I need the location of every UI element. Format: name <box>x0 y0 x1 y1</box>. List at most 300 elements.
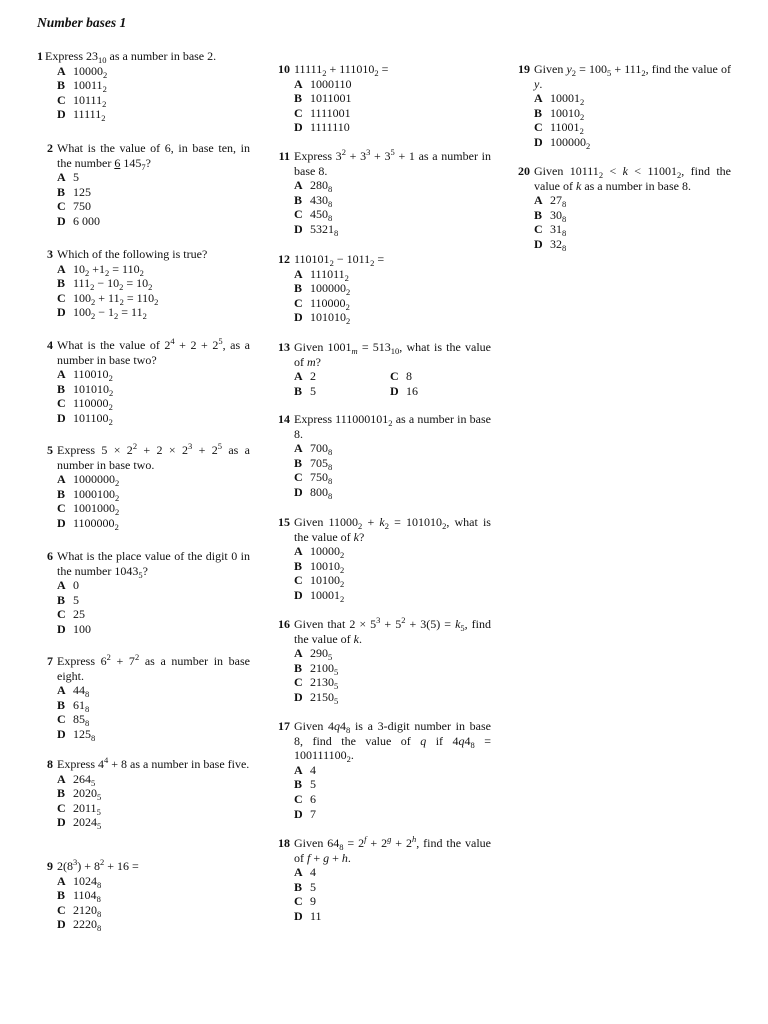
option-text: $10000_2$ <box>73 63 108 80</box>
option-letter: A <box>57 261 66 276</box>
question-number: 15 <box>278 515 290 529</box>
option-letter: C <box>390 369 399 384</box>
option-letter: D <box>57 107 66 122</box>
option-letter: C <box>57 607 66 622</box>
option-text: $110010_2$ <box>73 367 113 384</box>
option-text: 16 <box>406 383 418 398</box>
option-letter: A <box>294 266 303 281</box>
option-text: $31_8$ <box>550 222 567 239</box>
option-text: 8 <box>406 369 412 384</box>
option-d <box>294 485 491 500</box>
option-letter: B <box>57 381 66 396</box>
option-letter: D <box>294 689 303 704</box>
option-c <box>57 801 250 816</box>
option-text: 2 <box>310 369 316 384</box>
question-number: 1 <box>37 49 43 63</box>
option-letter: C <box>57 92 66 107</box>
option-letter: A <box>294 76 303 91</box>
question-stem: Given $y_2 = 100_5 + 111_2$, find the value of y. <box>534 62 731 91</box>
option-letter: C <box>294 207 303 222</box>
option-text: $2011_5$ <box>73 800 101 817</box>
option-text: $10010_2$ <box>310 558 345 575</box>
option-d <box>534 237 731 252</box>
option-letter: C <box>534 120 543 135</box>
option-text: $2024_5$ <box>73 815 102 832</box>
question-stem: What is the place value of the digit 0 in the number $1043_5$? <box>57 549 250 580</box>
question-stem: Given that $2 \times 5^3 + 5^2 + 3(5) = k_5$, find the value of k. <box>294 615 491 646</box>
option-text: $264_5$ <box>73 771 96 788</box>
question-stem: Express $111000101_2$ as a number in base 8. <box>294 412 491 441</box>
option-d <box>57 516 250 531</box>
question-19 <box>514 62 731 150</box>
option-d <box>294 909 491 924</box>
option-text: $11111_2$ <box>73 107 106 124</box>
option-text: 4 <box>310 865 316 880</box>
question-number: 19 <box>518 62 530 76</box>
question-stem: Which of the following is true? <box>57 247 208 261</box>
option-text: $1000000_2$ <box>73 472 120 489</box>
question-number: 2 <box>47 141 53 155</box>
option-letter: A <box>294 544 303 559</box>
option-text: 5 <box>73 170 79 185</box>
options-grid <box>294 369 491 398</box>
option-letter: B <box>294 777 303 792</box>
question-stem: Given $4q4_8$ is a 3-digit number in base 8, find the value of q if $4q4_8 = 100111100_2$. <box>294 719 492 765</box>
question-number: 11 <box>278 149 290 163</box>
option-text: $10001_2$ <box>310 587 345 604</box>
option-c <box>57 712 250 727</box>
question-stem: Express $23_{10}$ as a number in base 2. <box>45 49 217 65</box>
option-c <box>534 120 731 135</box>
option-text: $100_2 + 11_2 = 110_2$ <box>73 290 159 307</box>
option-b <box>57 185 250 200</box>
option-letter: D <box>294 806 303 821</box>
option-b <box>57 786 250 801</box>
option-a <box>534 193 731 208</box>
option-letter: B <box>57 592 66 607</box>
question-number: 17 <box>278 719 290 733</box>
option-b <box>294 91 491 106</box>
option-letter: A <box>294 441 303 456</box>
option-letter: B <box>294 660 303 675</box>
option-letter: A <box>57 170 66 185</box>
option-c <box>390 369 486 384</box>
option-text: 125 <box>73 184 91 199</box>
option-text: $11001_2$ <box>550 120 584 137</box>
question-stem: $2(8^3) + 8^2 + 16$ = <box>57 857 139 873</box>
option-a <box>294 178 491 193</box>
option-letter: C <box>57 290 66 305</box>
option-a <box>57 683 250 698</box>
option-letter: A <box>294 646 303 661</box>
option-c <box>534 222 731 237</box>
option-text: $100000_2$ <box>550 134 591 151</box>
option-a <box>57 170 250 185</box>
option-letter: A <box>57 578 66 593</box>
question-number: 7 <box>47 654 53 668</box>
question-stem: Express $6^2 + 7^2$ as a number in base eight. <box>57 652 250 683</box>
option-letter: B <box>294 455 303 470</box>
option-letter: C <box>57 501 66 516</box>
option-text: $450_8$ <box>310 207 333 224</box>
option-letter: D <box>294 908 303 923</box>
option-letter: D <box>57 305 66 320</box>
option-d <box>57 305 250 320</box>
question-number: 9 <box>47 859 53 873</box>
option-text: $101010_2$ <box>310 310 351 327</box>
question-stem: Given $10111_2 < k < 11001_2$, find the value of k as a number in base 8. <box>534 164 731 193</box>
option-c <box>57 903 250 918</box>
option-b <box>57 78 250 93</box>
option-text: 6 <box>310 791 316 806</box>
option-letter: B <box>57 78 66 93</box>
option-text: $111011_2$ <box>310 266 349 283</box>
option-text: $10011_2$ <box>73 78 107 95</box>
option-letter: B <box>534 105 543 120</box>
option-text: $705_8$ <box>310 455 333 472</box>
option-letter: B <box>294 879 303 894</box>
question-stem: What is the value of $2^4 + 2 + 2^5$, as a number in base two? <box>57 336 250 367</box>
option-c <box>294 106 491 121</box>
question-4 <box>37 338 250 426</box>
question-number: 10 <box>278 62 290 76</box>
option-letter: C <box>57 712 66 727</box>
option-letter: A <box>294 178 303 193</box>
option-letter: C <box>57 902 66 917</box>
option-text: $1024_8$ <box>73 873 102 890</box>
option-letter: D <box>57 515 66 530</box>
option-b <box>534 106 731 121</box>
option-c <box>294 296 491 311</box>
option-letter: C <box>57 199 66 214</box>
question-number: 20 <box>518 164 530 178</box>
option-text: $2150_5$ <box>310 689 339 706</box>
option-b <box>294 777 491 792</box>
option-letter: C <box>294 675 303 690</box>
option-letter: D <box>294 484 303 499</box>
option-letter: A <box>57 873 66 888</box>
option-letter: B <box>57 184 66 199</box>
option-d <box>57 622 250 637</box>
option-text: $27_8$ <box>550 193 567 210</box>
option-text: $2020_5$ <box>73 786 102 803</box>
option-letter: B <box>294 91 303 106</box>
option-letter: D <box>294 120 303 135</box>
option-letter: A <box>534 193 543 208</box>
option-text: 1111001 <box>310 105 351 120</box>
option-text: $700_8$ <box>310 441 333 458</box>
question-stem: Express $3^2 + 3^3 + 3^5 + 1$ as a number in base 8. <box>294 147 491 178</box>
option-a <box>294 763 491 778</box>
option-a <box>57 578 250 593</box>
option-c <box>57 607 250 622</box>
option-text: $800_8$ <box>310 484 333 501</box>
option-letter: C <box>294 295 303 310</box>
option-c <box>294 573 491 588</box>
option-text: 750 <box>73 199 91 214</box>
question-2 <box>37 141 250 229</box>
question-number: 4 <box>47 338 53 352</box>
question-14 <box>274 412 491 500</box>
option-letter: A <box>57 472 66 487</box>
option-letter: A <box>534 91 543 106</box>
option-text: $2130_5$ <box>310 675 339 692</box>
option-text: 7 <box>310 806 316 821</box>
option-c <box>57 93 250 108</box>
option-c <box>294 792 491 807</box>
option-text: $100000_2$ <box>310 281 351 298</box>
question-20 <box>514 164 731 252</box>
option-d <box>57 727 250 742</box>
option-a <box>534 91 731 106</box>
option-letter: D <box>294 587 303 602</box>
option-letter: D <box>390 383 399 398</box>
option-b <box>294 281 491 296</box>
question-3 <box>37 247 250 320</box>
option-b <box>534 208 731 223</box>
option-text: $110000_2$ <box>73 396 113 413</box>
question-stem: Express $5 \times 2^2 + 2 \times 2^3 + 2^5$ as a number in base two. <box>57 441 250 472</box>
option-letter: D <box>534 134 543 149</box>
question-number: 5 <box>47 443 53 457</box>
option-letter: B <box>57 888 66 903</box>
question-1 <box>37 49 250 122</box>
question-stem: Given $11000_2 + k_2 = 101010_2$, what is the value of k? <box>294 515 491 544</box>
option-letter: C <box>57 800 66 815</box>
option-letter: D <box>57 815 66 830</box>
option-b <box>57 593 250 608</box>
option-text: 0 <box>73 578 79 593</box>
option-d <box>294 310 491 325</box>
option-letter: D <box>294 221 303 236</box>
option-letter: B <box>57 276 66 291</box>
option-d <box>57 411 250 426</box>
option-a <box>294 544 491 559</box>
option-c <box>294 894 491 909</box>
option-letter: B <box>57 786 66 801</box>
option-text: 4 <box>310 762 316 777</box>
option-b <box>294 661 491 676</box>
option-text: 5 <box>310 383 316 398</box>
option-d <box>294 120 491 135</box>
option-a <box>57 874 250 889</box>
option-letter: B <box>294 558 303 573</box>
option-c <box>57 396 250 411</box>
question-5 <box>37 443 250 531</box>
option-text: $61_8$ <box>73 697 90 714</box>
option-text: $5321_8$ <box>310 221 339 238</box>
option-text: $10001_2$ <box>550 91 585 108</box>
option-b <box>294 559 491 574</box>
option-b <box>294 880 491 895</box>
option-d <box>57 917 250 932</box>
option-letter: A <box>294 762 303 777</box>
option-letter: D <box>294 310 303 325</box>
option-letter: D <box>57 410 66 425</box>
option-text: 1111110 <box>310 120 350 135</box>
option-text: $32_8$ <box>550 236 567 253</box>
option-letter: A <box>57 771 66 786</box>
question-13 <box>274 340 491 398</box>
option-a <box>294 646 491 661</box>
option-text: $430_8$ <box>310 192 333 209</box>
option-letter: C <box>534 222 543 237</box>
option-letter: A <box>57 63 66 78</box>
option-text: $10000_2$ <box>310 544 345 561</box>
question-number: 18 <box>278 836 290 850</box>
option-d <box>390 384 486 399</box>
question-18 <box>274 836 491 924</box>
question-number: 3 <box>47 247 53 261</box>
option-text: 1011001 <box>310 91 352 106</box>
option-a <box>57 64 250 79</box>
option-letter: A <box>294 865 303 880</box>
option-text: $100_2 - 1_2 = 11_2$ <box>73 305 147 322</box>
question-17 <box>274 719 491 821</box>
option-text: $10_2 +1_2 = 110_2$ <box>73 261 144 278</box>
question-stem: Given $64_8 = 2^f + 2^g + 2^h$, find the value of f + g + h. <box>294 834 491 865</box>
option-text: $44_8$ <box>73 683 90 700</box>
option-letter: B <box>294 383 303 398</box>
option-d <box>294 807 491 822</box>
option-d <box>57 107 250 122</box>
option-letter: A <box>57 683 66 698</box>
option-d <box>294 222 491 237</box>
question-12 <box>274 252 491 325</box>
option-text: $2100_5$ <box>310 660 339 677</box>
question-stem: Express $4^4 + 8$ as a number in base five. <box>57 755 250 771</box>
option-text: $2120_8$ <box>73 902 102 919</box>
page-title: Number bases 1 <box>37 15 127 30</box>
option-text: 5 <box>73 592 79 607</box>
option-b <box>294 193 491 208</box>
question-16 <box>274 617 491 705</box>
option-letter: B <box>294 192 303 207</box>
option-letter: A <box>294 369 303 384</box>
option-letter: B <box>294 281 303 296</box>
option-letter: A <box>57 367 66 382</box>
option-c <box>294 675 491 690</box>
option-text: $101010_2$ <box>73 381 114 398</box>
option-a <box>294 77 491 92</box>
question-number: 12 <box>278 252 290 266</box>
option-a <box>57 772 250 787</box>
option-letter: B <box>57 486 66 501</box>
option-a <box>57 472 250 487</box>
question-stem: $110101_2 - 1011_2$ = <box>294 252 385 268</box>
option-text: $110000_2$ <box>310 295 350 312</box>
option-text: $1001000_2$ <box>73 501 120 518</box>
option-d <box>294 588 491 603</box>
option-d <box>294 690 491 705</box>
option-text: 11 <box>310 908 322 923</box>
option-text: $111_2 - 10_2 = 10_2$ <box>73 276 153 293</box>
question-6 <box>37 549 250 637</box>
option-text: 100 <box>73 621 91 636</box>
option-letter: C <box>294 470 303 485</box>
option-text: $1104_8$ <box>73 888 101 905</box>
option-b <box>57 382 250 397</box>
option-text: $1100000_2$ <box>73 515 119 532</box>
question-15 <box>274 515 491 603</box>
option-text: $125_8$ <box>73 726 96 743</box>
option-letter: C <box>294 894 303 909</box>
option-letter: C <box>294 791 303 806</box>
question-stem: What is the value of 6, in base ten, in the number 6 $145_7$? <box>57 141 250 172</box>
question-9 <box>37 859 250 932</box>
option-text: $280_8$ <box>310 178 333 195</box>
question-stem: Given $1001_m = 513_{10}$, what is the value of m? <box>294 340 491 369</box>
option-letter: C <box>294 573 303 588</box>
option-letter: D <box>57 726 66 741</box>
option-d <box>57 815 250 830</box>
option-letter: D <box>57 917 66 932</box>
option-text: $30_8$ <box>550 207 567 224</box>
option-b <box>57 487 250 502</box>
option-a <box>294 267 491 282</box>
option-text: $10010_2$ <box>550 105 585 122</box>
question-number: 13 <box>278 340 290 354</box>
option-c <box>57 501 250 516</box>
question-stem: $11111_2 + 111010_2$ = <box>294 62 389 78</box>
option-text: $10111_2$ <box>73 92 107 109</box>
option-text: 6 000 <box>73 213 100 228</box>
option-c <box>294 470 491 485</box>
option-text: 1000110 <box>310 76 352 91</box>
option-text: $10100_2$ <box>310 573 345 590</box>
question-number: 14 <box>278 412 290 426</box>
option-text: $101100_2$ <box>73 410 113 427</box>
option-letter: D <box>534 236 543 251</box>
option-text: 5 <box>310 879 316 894</box>
option-text: $2220_8$ <box>73 917 102 934</box>
option-c <box>57 199 250 214</box>
option-text: 25 <box>73 607 85 622</box>
option-d <box>57 214 250 229</box>
option-text: 5 <box>310 777 316 792</box>
option-a <box>294 865 491 880</box>
option-b <box>294 384 390 399</box>
option-a <box>294 369 390 384</box>
option-letter: D <box>57 213 66 228</box>
option-text: $1000100_2$ <box>73 486 120 503</box>
option-d <box>534 135 731 150</box>
option-a <box>294 441 491 456</box>
question-number: 6 <box>47 549 53 563</box>
question-number: 8 <box>47 757 53 771</box>
option-letter: B <box>534 207 543 222</box>
option-letter: C <box>294 105 303 120</box>
question-10 <box>274 62 491 135</box>
option-a <box>57 262 250 277</box>
option-letter: C <box>57 396 66 411</box>
option-letter: B <box>57 697 66 712</box>
option-b <box>57 698 250 713</box>
question-8 <box>37 757 250 830</box>
option-b <box>57 888 250 903</box>
question-number: 16 <box>278 617 290 631</box>
option-text: $290_5$ <box>310 646 333 663</box>
option-letter: D <box>57 621 66 636</box>
option-text: 9 <box>310 894 316 909</box>
question-11 <box>274 149 491 237</box>
option-b <box>57 276 250 291</box>
option-a <box>57 367 250 382</box>
option-c <box>294 207 491 222</box>
option-text: $750_8$ <box>310 470 333 487</box>
option-c <box>57 291 250 306</box>
option-text: $85_8$ <box>73 712 90 729</box>
